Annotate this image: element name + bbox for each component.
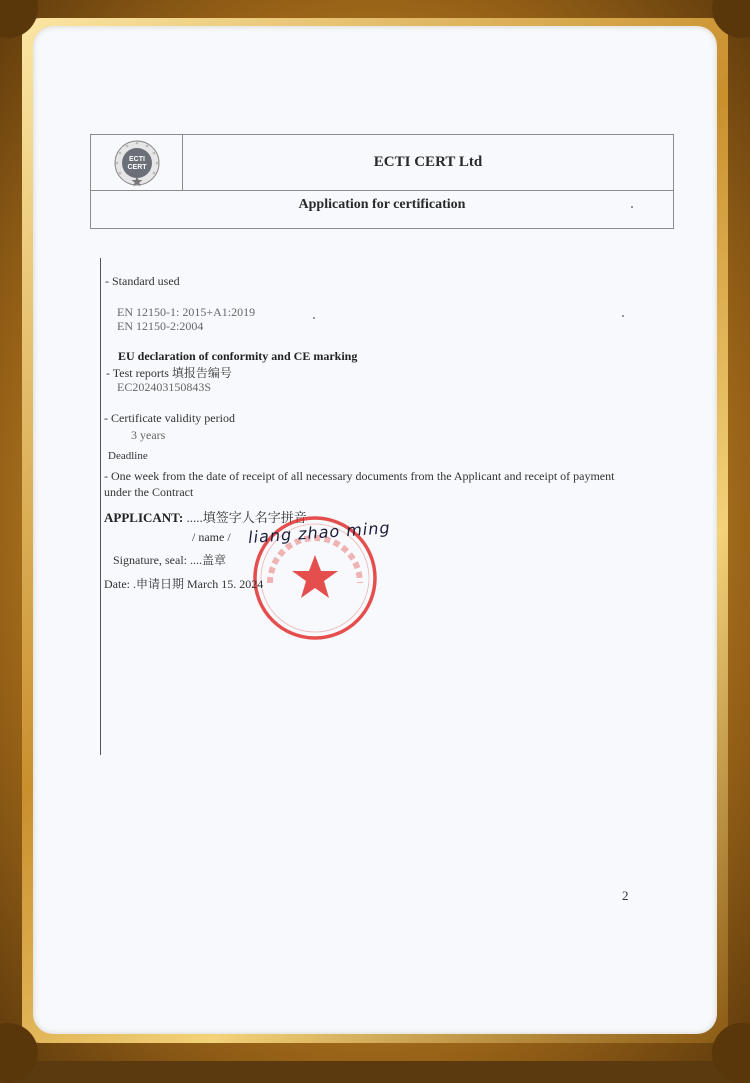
eu-declaration-heading: EU declaration of conformity and CE marking xyxy=(118,349,358,363)
standard-2: EN 12150-2:2004 xyxy=(117,319,204,333)
standard-1: EN 12150-1: 2015+A1:2019 xyxy=(117,305,256,319)
document-title: Application for certification xyxy=(298,197,466,212)
scan-speck xyxy=(313,317,315,319)
applicant-value: .....填签字人名字拼音 xyxy=(183,510,307,525)
table-divider xyxy=(91,190,673,191)
validity-label: - Certificate validity period xyxy=(104,411,235,425)
svg-text:CERT: CERT xyxy=(126,163,147,171)
svg-text:ECTI: ECTI xyxy=(128,155,145,163)
scan-speck xyxy=(622,315,624,317)
name-label: / name / xyxy=(192,530,231,544)
deadline-line-2: under the Contract xyxy=(104,485,194,499)
scan-speck xyxy=(631,206,633,208)
signature-seal-label: Signature, seal: ....盖章 xyxy=(113,553,226,567)
ecti-cert-logo-icon xyxy=(109,138,165,188)
standard-used-label: - Standard used xyxy=(105,274,180,288)
logo-cell xyxy=(91,135,183,190)
header-table xyxy=(90,134,674,229)
document-page xyxy=(33,26,717,1034)
left-margin-rule xyxy=(100,258,101,755)
validity-value: 3 years xyxy=(131,428,166,442)
deadline-label: Deadline xyxy=(108,450,148,462)
test-report-number: EC202403150843S xyxy=(117,380,212,394)
deadline-line-1: - One week from the date of receipt of all necessary documents from the Applicant and receipt of payment xyxy=(104,469,615,483)
company-name: ECTI CERT Ltd xyxy=(373,154,483,170)
page-number: 2 xyxy=(622,888,629,903)
applicant-label: APPLICANT: xyxy=(104,510,184,525)
handwritten-signature: liang zhao ming xyxy=(247,518,392,547)
date-line: Date: .申请日期 March 15. 2024 xyxy=(104,577,264,591)
test-reports-label: - Test reports 填报告编号 xyxy=(106,366,232,380)
